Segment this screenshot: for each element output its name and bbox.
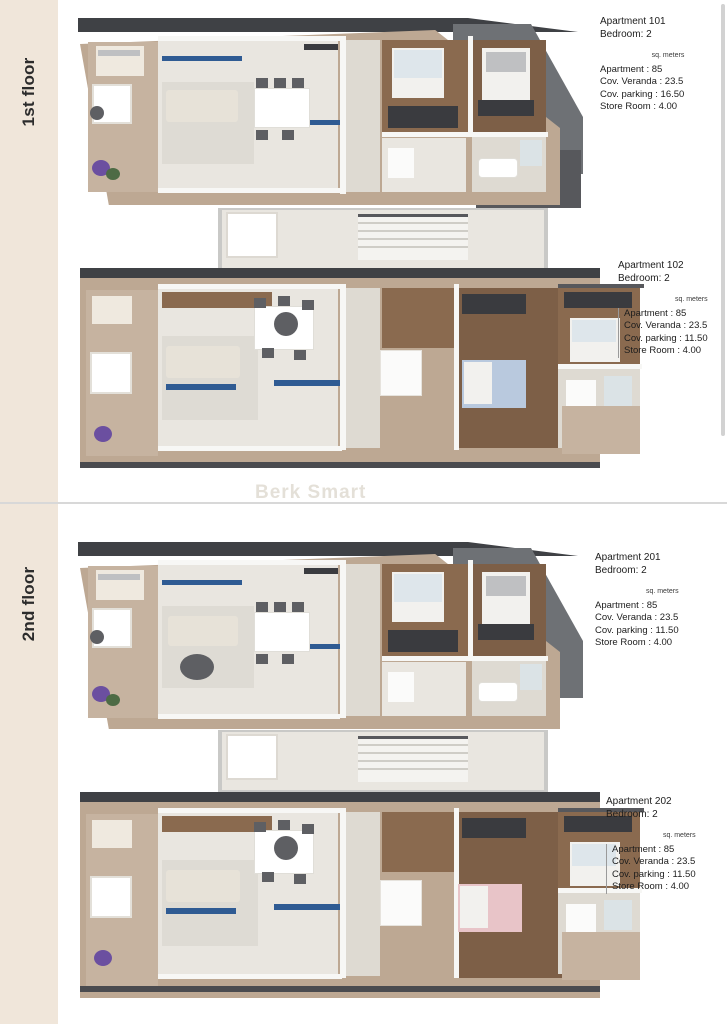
wall-bed-between-lower bbox=[454, 284, 459, 450]
plant-upper-left-2 bbox=[106, 168, 120, 180]
unit-202-title: Apartment 202 bbox=[606, 796, 672, 807]
dining-chair-lower-3 bbox=[302, 300, 314, 310]
dining-table-upper bbox=[254, 88, 310, 128]
unit-info-101 bbox=[600, 16, 684, 114]
vertical-scrollbar[interactable] bbox=[721, 4, 725, 436]
unit-101-row-apartment: Apartment : 85 bbox=[600, 63, 663, 75]
bathtub-upper bbox=[478, 158, 518, 178]
stair-step-f2-2 bbox=[358, 752, 468, 754]
bedroom1-floor-lower-2 bbox=[382, 812, 462, 872]
dining-chair-u2-4 bbox=[256, 654, 268, 664]
stair-arrow-upper bbox=[358, 214, 468, 217]
floor-label-strip-2nd bbox=[0, 504, 58, 1024]
unit-201-row-parking: Cov. parking : 11.50 bbox=[595, 624, 679, 636]
wall-living-top-lower bbox=[158, 284, 342, 289]
bed-upper-1-headboard bbox=[394, 50, 442, 78]
bed-upper-2-headboard bbox=[486, 52, 526, 72]
console-lower-2 bbox=[166, 908, 236, 914]
bedroom1-floor-lower bbox=[382, 288, 462, 348]
unit-202-row-store: Store Room : 4.00 bbox=[612, 881, 690, 892]
vanity-upper bbox=[388, 148, 414, 178]
wall-living-top-upper bbox=[158, 36, 340, 41]
bathroom-lower-1 bbox=[380, 350, 422, 396]
wall-living-bottom-upper-2 bbox=[158, 714, 340, 719]
floor-label-1st: 1st floor bbox=[19, 57, 38, 127]
shower-lower bbox=[604, 376, 632, 406]
shower-lower-2 bbox=[604, 900, 632, 930]
wardrobe-upper-2 bbox=[478, 100, 534, 116]
dining-chair-upper-3 bbox=[292, 78, 304, 88]
dining-chair-l2-3 bbox=[302, 824, 314, 834]
shower-upper-2 bbox=[520, 664, 542, 690]
veranda-right-lower-2 bbox=[562, 932, 640, 980]
dining-chair-l2-2 bbox=[278, 820, 290, 830]
unit-info-201 bbox=[595, 552, 679, 650]
kitchen-counter-upper-2 bbox=[304, 568, 338, 574]
stair-step-u2 bbox=[358, 230, 468, 232]
stair-step-f2-4 bbox=[358, 768, 468, 770]
kitchen-island-lower-2 bbox=[274, 904, 340, 910]
floorplan-image-2nd bbox=[58, 504, 727, 1024]
shower-upper bbox=[520, 140, 542, 166]
dining-chair-u2-3 bbox=[292, 602, 304, 612]
unit-201-row-veranda: Cov. Veranda : 23.5 bbox=[595, 612, 679, 623]
floor-panel-1st bbox=[0, 0, 727, 502]
stair-step-f2-1 bbox=[358, 744, 468, 746]
stair-step-u3 bbox=[358, 238, 468, 240]
unit-101-sqm-note: sq. meters bbox=[651, 52, 685, 59]
sofa-upper-b bbox=[166, 90, 238, 122]
dining-chair-lower-2 bbox=[278, 296, 290, 306]
corridor-upper-2 bbox=[346, 564, 380, 716]
unit-102-bedroom: Bedroom: 2 bbox=[618, 272, 670, 284]
coffee-table-upper-2 bbox=[180, 654, 214, 680]
dining-centerpiece-lower bbox=[274, 312, 298, 336]
dining-chair-u2-1 bbox=[256, 602, 268, 612]
dining-chair-l2-5 bbox=[294, 874, 306, 884]
unit-102-row-store: Store Room : 4.00 bbox=[624, 345, 702, 356]
unit-201-row-apartment: Apartment : 85 bbox=[595, 599, 658, 611]
bed-lower-1-sheet bbox=[464, 362, 492, 404]
unit-202-row-parking: Cov. parking : 11.50 bbox=[612, 868, 696, 880]
unit-101-row-parking: Cov. parking : 16.50 bbox=[600, 88, 685, 100]
dining-chair-lower-5 bbox=[294, 350, 306, 360]
wall-living-bottom-lower-2 bbox=[158, 974, 342, 979]
sofa-upper-2 bbox=[168, 616, 238, 646]
corridor-lower bbox=[346, 288, 380, 448]
stair-step-u4 bbox=[358, 246, 468, 248]
dining-table-upper-2 bbox=[254, 612, 310, 652]
unit-102-row-apartment: Apartment : 85 bbox=[624, 307, 687, 319]
plant-upper-left-f2-2 bbox=[106, 694, 120, 706]
unit-101-title: Apartment 101 bbox=[600, 16, 666, 27]
wall-bed-between-upper bbox=[468, 36, 473, 136]
sofa-lower-2 bbox=[166, 870, 240, 902]
dining-chair-upper-1 bbox=[256, 78, 268, 88]
slab-shadow-lower bbox=[80, 462, 600, 468]
dining-chair-upper-4 bbox=[256, 130, 268, 140]
unit-201-bedroom: Bedroom: 2 bbox=[595, 564, 647, 576]
outdoor-cushion-upper-2 bbox=[98, 574, 140, 580]
dining-chair-upper-2 bbox=[274, 78, 286, 88]
unit-202-row-veranda: Cov. Veranda : 23.5 bbox=[612, 856, 696, 867]
dining-chair-u2-2 bbox=[274, 602, 286, 612]
dining-chair-u2-5 bbox=[282, 654, 294, 664]
wall-living-bottom-upper bbox=[158, 188, 340, 193]
wall-bath-top-lower bbox=[558, 364, 642, 369]
floorplan-image-1st bbox=[58, 0, 727, 502]
unit-102-row-parking: Cov. parking : 11.50 bbox=[624, 332, 708, 344]
outdoor-cushion-upper bbox=[98, 50, 140, 56]
stair-arrow-upper-2 bbox=[358, 736, 468, 739]
outdoor-table-lower-2 bbox=[90, 876, 132, 918]
bathroom-lower-2a bbox=[380, 880, 422, 926]
outdoor-sofa-lower-2 bbox=[92, 820, 132, 848]
plant-lower-left-2 bbox=[94, 950, 112, 966]
tv-unit-upper bbox=[162, 56, 242, 61]
dining-chair-l2-1 bbox=[254, 822, 266, 832]
kitchen-counter-upper bbox=[304, 44, 338, 50]
unit-info-102 bbox=[618, 260, 708, 358]
corridor-lower-2 bbox=[346, 812, 380, 976]
wall-bath-top-upper bbox=[382, 132, 548, 137]
outdoor-table-lower bbox=[90, 352, 132, 394]
wardrobe-upper-1 bbox=[388, 106, 458, 128]
unit-101-row-veranda: Cov. Veranda : 23.5 bbox=[600, 76, 684, 87]
bed-u2-2-headboard bbox=[486, 576, 526, 596]
dining-chair-l2-4 bbox=[262, 872, 274, 882]
wardrobe-u2-2 bbox=[478, 624, 534, 640]
wardrobe-u2-1 bbox=[388, 630, 458, 652]
vanity-upper-2 bbox=[388, 672, 414, 702]
outdoor-chair-upper-2 bbox=[90, 630, 104, 644]
dining-chair-lower-4 bbox=[262, 348, 274, 358]
slab-shadow-lower-2 bbox=[80, 986, 600, 992]
console-lower bbox=[166, 384, 236, 390]
floor-label-strip-1st bbox=[0, 0, 58, 502]
kitchen-island-upper bbox=[310, 120, 344, 125]
unit-101-bedroom: Bedroom: 2 bbox=[600, 28, 652, 40]
dining-centerpiece-lower-2 bbox=[274, 836, 298, 860]
wardrobe-l2-1 bbox=[462, 818, 526, 838]
sofa-lower bbox=[166, 346, 240, 378]
veranda-right-lower bbox=[562, 406, 640, 454]
stair-step-f2-3 bbox=[358, 760, 468, 762]
watermark: Berk Smart bbox=[255, 482, 367, 503]
unit-102-title: Apartment 102 bbox=[618, 260, 684, 271]
wardrobe-lower-1 bbox=[462, 294, 526, 314]
kitchen-island-lower bbox=[274, 380, 340, 386]
lift-upper-2 bbox=[226, 734, 278, 780]
wall-living-bottom-lower bbox=[158, 446, 342, 451]
wall-bath-top-upper-2 bbox=[382, 656, 548, 661]
unit-102-sqm-note: sq. meters bbox=[674, 296, 708, 303]
unit-202-row-apartment: Apartment : 85 bbox=[612, 843, 675, 855]
wall-living-top-upper-2 bbox=[158, 560, 340, 565]
dining-chair-lower-1 bbox=[254, 298, 266, 308]
wall-living-top-lower-2 bbox=[158, 808, 342, 813]
unit-101-row-store: Store Room : 4.00 bbox=[600, 101, 678, 112]
outdoor-sofa-lower bbox=[92, 296, 132, 324]
unit-info-202 bbox=[606, 796, 696, 894]
plant-lower-left bbox=[94, 426, 112, 442]
stair-step-u1 bbox=[358, 222, 468, 224]
corridor-upper bbox=[346, 40, 380, 192]
bathtub-upper-2 bbox=[478, 682, 518, 702]
unit-202-sqm-note: sq. meters bbox=[662, 832, 696, 839]
floor-label-2nd: 2nd floor bbox=[19, 566, 38, 642]
unit-102-row-veranda: Cov. Veranda : 23.5 bbox=[624, 320, 708, 331]
kitchen-island-upper-2 bbox=[310, 644, 344, 649]
dining-chair-upper-5 bbox=[282, 130, 294, 140]
lift-upper bbox=[226, 212, 278, 258]
bed-lower-2-headboard bbox=[572, 320, 616, 342]
wall-bed-between-upper-2 bbox=[468, 560, 473, 660]
unit-201-title: Apartment 201 bbox=[595, 552, 661, 563]
tv-unit-upper-2 bbox=[162, 580, 242, 585]
bed-lower-2a-sheet bbox=[460, 886, 488, 928]
bed-u2-1-headboard bbox=[394, 574, 442, 602]
floor-panel-2nd bbox=[0, 504, 727, 1024]
outdoor-chair-upper bbox=[90, 106, 104, 120]
unit-201-sqm-note: sq. meters bbox=[645, 588, 679, 595]
unit-202-bedroom: Bedroom: 2 bbox=[606, 808, 658, 820]
unit-201-row-store: Store Room : 4.00 bbox=[595, 637, 673, 648]
